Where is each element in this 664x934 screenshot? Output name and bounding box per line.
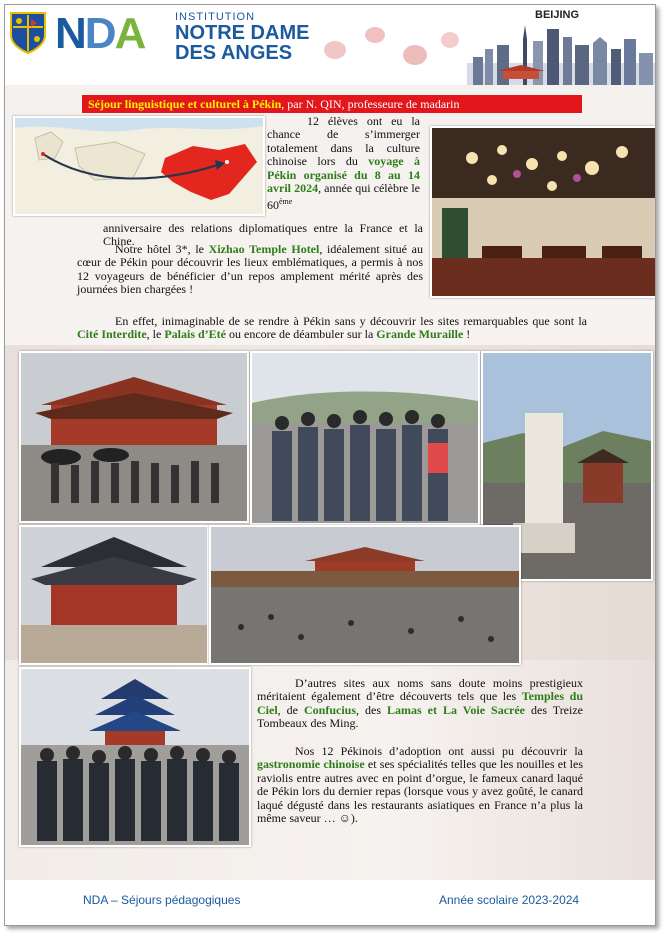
trip-dates-highlight: voyage à Pékin organisé du 8 au 14 avril 2024	[267, 154, 420, 196]
beijing-skyline-icon	[467, 19, 655, 85]
institution-name	[175, 11, 309, 63]
site-confucius: Confucius	[304, 702, 357, 717]
footer-left: NDA – Séjours pédagogiques	[83, 893, 241, 907]
intro-p3-text-a: En effet, inimaginable de se rendre à Pékin sans y découvrir les sites remarquables que sont la	[115, 314, 587, 328]
intro-p2-text-b: , idéalement situé au cœur de Pékin pour découvrir les lieux emblématiques, a permis à nos 12 voyageurs de bénéficier d’un repos amplement mérité après des journées bien chargées !	[77, 242, 424, 297]
smiley-icon: ☺	[338, 811, 351, 826]
gastronomy-highlight: gastronomie chinoise	[257, 757, 365, 772]
forbidden-city-courtyard-photo	[209, 525, 521, 665]
outro-paragraph-5	[257, 745, 583, 825]
hotel-name-highlight: Xizhao Temple Hotel	[208, 242, 320, 256]
site-forbidden-city: Cité Interdite	[77, 327, 147, 342]
footer-right: Année scolaire 2023-2024	[439, 893, 580, 907]
outro-paragraph-4	[257, 677, 583, 731]
temple-of-heaven-group-photo	[19, 667, 251, 847]
city-label: BEIJING	[535, 9, 580, 21]
institution-line-2: NOTRE DAME	[175, 22, 310, 44]
outro-p4-text-a: D’autres sites aux noms sans doute moins prestigieux méritaient également d’être découverts tels que les	[257, 676, 583, 704]
site-lama-temple: Lamas et La Voie Sacrée	[387, 702, 525, 717]
header	[5, 5, 655, 85]
intro-paragraph-1	[267, 115, 420, 213]
article-byline: , par N. QIN, professeure de madarin	[281, 97, 460, 111]
outro-p4-text-b: , de	[277, 702, 304, 717]
article-title: Séjour linguistique et culturel à Pékin	[88, 97, 282, 111]
summer-palace-group-photo	[250, 351, 480, 525]
outro-p5-text-c: ).	[350, 811, 358, 826]
outro-p4-text-c: , des	[356, 702, 388, 717]
outro-p5-text-b: et ses spécialités telles que les nouilles et les raviolis entre autres avec en point d’orgue, le fameux canard laqué de Pékin lors du dernier repas (lorsque vous y avez goûté, le canard laqué dégusté dans les restaurants asiatiques en France n’a plus la même saveur …	[257, 757, 583, 826]
site-temple-of-heaven: Temples du Ciel	[257, 689, 584, 717]
institution-line-3: DES ANGES	[175, 42, 293, 64]
outro-p5-text-a: Nos 12 Pékinois d’adoption ont aussi pu découvrir la	[295, 744, 583, 758]
intro-paragraph-2	[77, 243, 423, 297]
site-summer-palace: Palais d’Eté	[164, 327, 226, 342]
document-page	[4, 4, 656, 926]
intro-p1-superscript: ème	[279, 197, 293, 207]
restaurant-lanterns-photo	[430, 126, 656, 298]
forbidden-city-group-photo	[19, 351, 249, 523]
site-great-wall: Grande Muraille	[376, 327, 464, 342]
intro-p3-text-b: , le	[146, 327, 165, 342]
intro-p1-text-a: 12 élèves ont eu la chance de s’immerger totalement dans la culture chinoise lors du	[267, 114, 420, 169]
intro-p1-text-d: anniversaire des relations diplomatiques entre la France et la Chine.	[103, 221, 423, 249]
map-france-china-image	[13, 116, 265, 216]
school-crest-icon	[9, 11, 47, 55]
article-title-bar	[82, 95, 582, 113]
institution-line-1: INSTITUTION	[175, 11, 256, 23]
intro-p3-text-d: !	[463, 327, 471, 342]
intro-p3-text-c: ou encore de déambuler sur la	[226, 327, 377, 342]
intro-p2-text-a: Notre hôtel 3*, le	[115, 242, 209, 256]
intro-paragraph-3	[77, 315, 587, 342]
outro-p4-text-d: des Treize Tombeaux des Ming.	[257, 702, 583, 731]
pavilion-photo	[19, 525, 209, 665]
nda-logo: NDA	[55, 9, 145, 58]
lanterns-decoration	[305, 15, 465, 85]
intro-p1-text-c: , année qui célèbre le 60	[267, 181, 420, 213]
